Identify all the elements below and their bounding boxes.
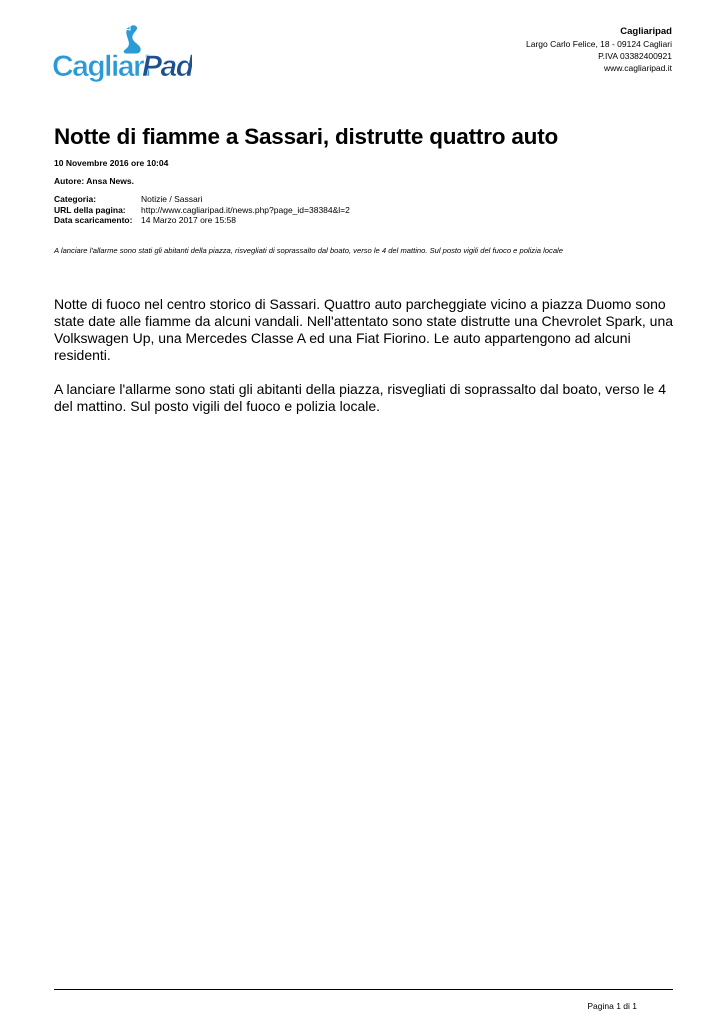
- footer-divider: [54, 989, 673, 990]
- body-paragraph: Notte di fuoco nel centro storico di Sassari. Quattro auto parcheggiate vicino a piazza Duomo sono state date alle fiamme da alcuni vandali. Nell'attentato sono state distrutte una Chevrolet Spark, una Volkswagen Up, una Mercedes Classe A ed una Fiat Fiorino. Le auto appartengono ad alcuni residenti.: [54, 296, 674, 363]
- article-body: [54, 296, 674, 432]
- meta-value: 14 Marzo 2017 ore 15:58: [141, 215, 236, 225]
- org-address: Largo Carlo Felice, 18 - 09124 Cagliari: [526, 39, 672, 49]
- logo-text-main: Cagliari: [52, 50, 151, 83]
- meta-label: Data scaricamento:: [54, 215, 133, 225]
- article-date: 10 Novembre 2016 ore 10:04: [54, 158, 169, 168]
- page-number: Pagina 1 di 1: [587, 1001, 637, 1011]
- meta-value: Notizie / Sassari: [141, 194, 203, 204]
- article-summary: A lanciare l'allarme sono stati gli abitanti della piazza, risvegliati di soprassalto dal boato, verso le 4 del mattino. Sul posto vigili del fuoco e polizia locale: [54, 246, 563, 255]
- org-website[interactable]: www.cagliaripad.it: [603, 63, 672, 73]
- org-name: Cagliaripad: [620, 26, 672, 37]
- meta-row-url: [54, 205, 350, 216]
- meta-label: URL della pagina:: [54, 204, 126, 215]
- flamingo-logo-icon: [50, 22, 192, 84]
- article-meta: [54, 194, 350, 226]
- article-author: Autore: Ansa News.: [54, 176, 134, 186]
- article-title: Notte di fiamme a Sassari, distrutte quattro auto: [54, 124, 559, 149]
- meta-row-download-date: [54, 215, 350, 226]
- logo-text-accent: Pad: [142, 50, 192, 83]
- body-paragraph: A lanciare l'allarme sono stati gli abitanti della piazza, risvegliati di soprassalto dal boato, verso le 4 del mattino. Sul posto vigili del fuoco e polizia locale.: [54, 381, 667, 414]
- meta-label: Categoria:: [54, 194, 97, 204]
- org-vat: P.IVA 03382400921: [598, 51, 672, 61]
- cagliaripad-logo: [50, 22, 192, 84]
- organization-info: [526, 26, 672, 74]
- meta-url-link[interactable]: http://www.cagliaripad.it/news.php?page_id=38384&l=2: [141, 204, 350, 215]
- meta-row-category: [54, 194, 350, 205]
